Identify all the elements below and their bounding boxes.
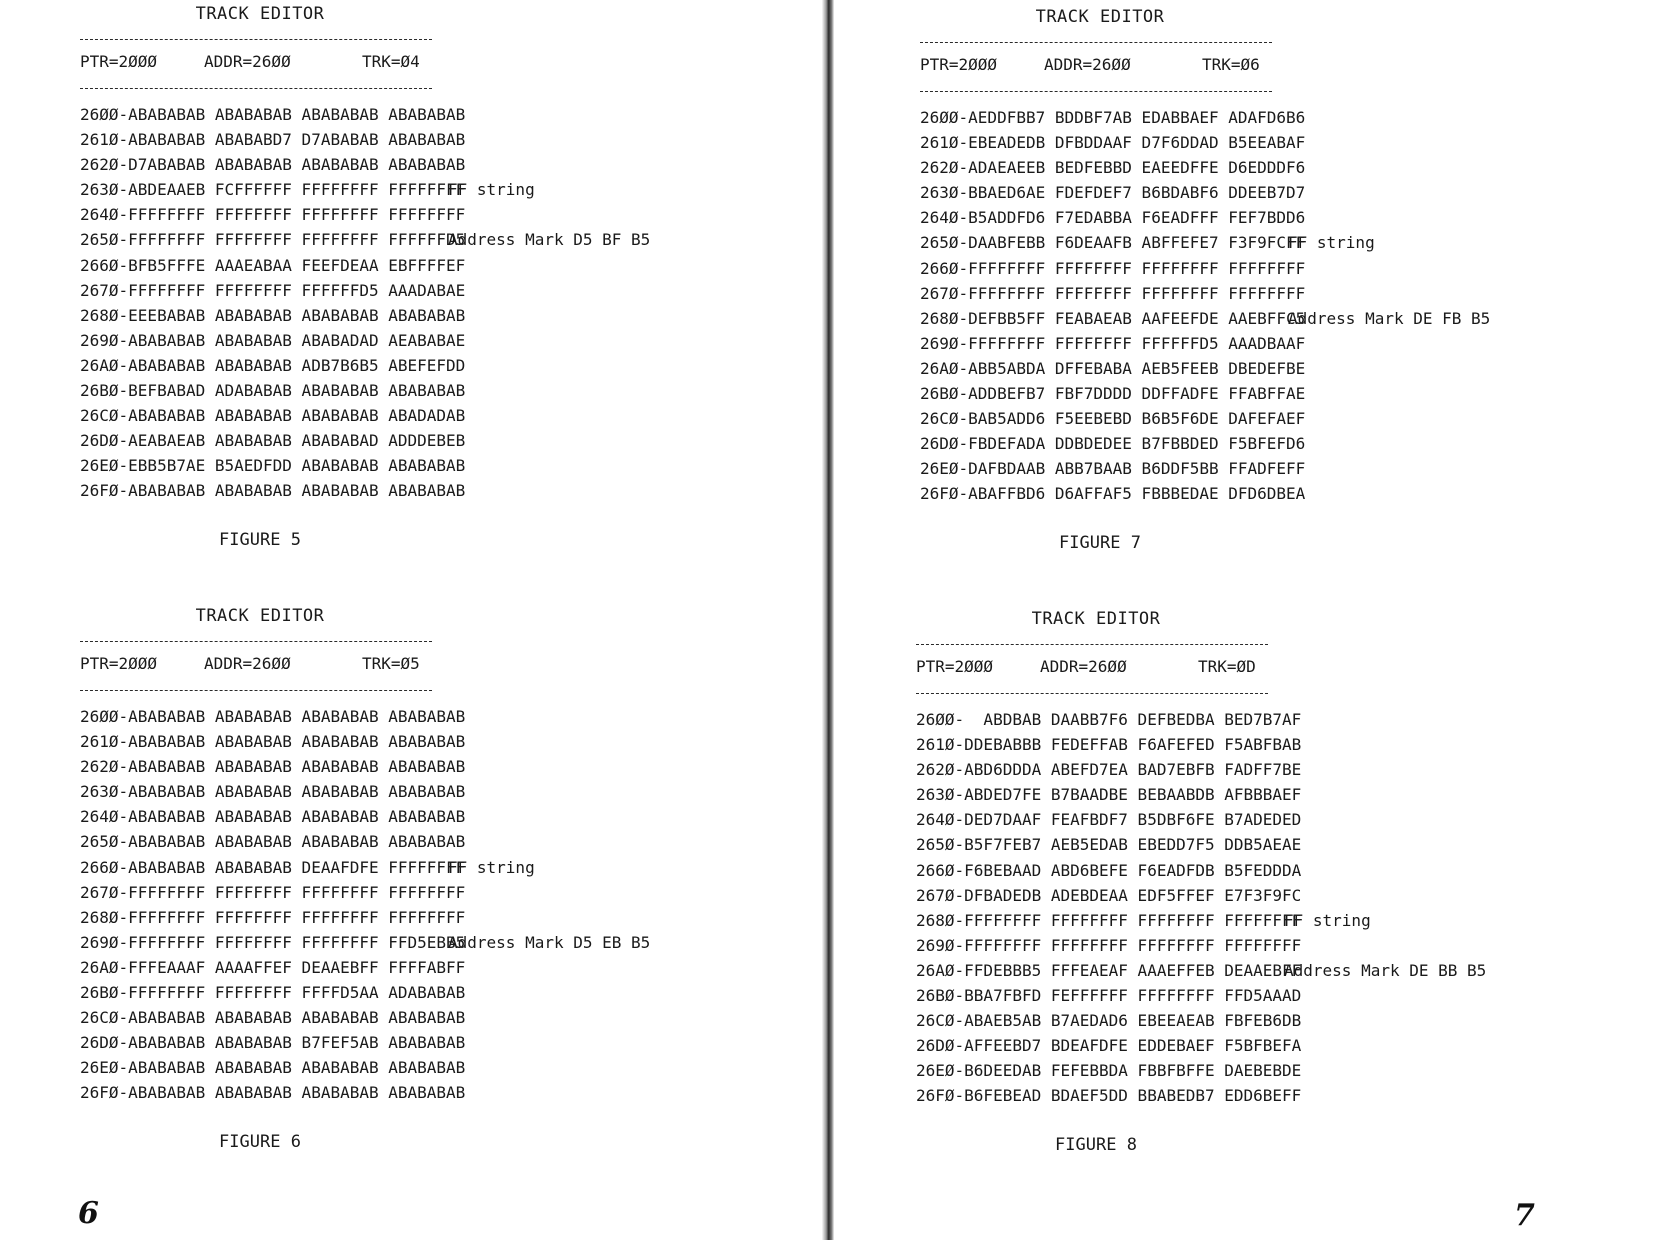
- hex-dump-row: [80, 177, 650, 202]
- hex-dump-row: [80, 905, 650, 930]
- hex-dump-row: [80, 328, 650, 353]
- hex-row-bytes: 267Ø-FFFFFFFF FFFFFFFF FFFFFFFF FFFFFFFF: [80, 882, 466, 902]
- hex-dump-row: [80, 729, 650, 754]
- hex-row-bytes: 267Ø-FFFFFFFF FFFFFFFF FFFFFFD5 AAADABAE: [80, 280, 466, 300]
- hex-dump-row: [80, 804, 650, 829]
- hex-row-bytes: 266Ø-F6BEBAAD ABD6BEFE F6EADFDB B5FEDDDA: [916, 860, 1302, 880]
- hex-dump-row: [80, 930, 650, 955]
- hex-dump-row: [916, 732, 1486, 757]
- hex-row-bytes: 26BØ-FFFFFFFF FFFFFFFF FFFFD5AA ADABABAB: [80, 983, 466, 1003]
- hex-row-bytes: 26BØ-BEFBABAD ADABABAB ABABABAB ABABABAB: [80, 381, 466, 401]
- hex-dump-row: [916, 782, 1486, 807]
- hex-dump-row: [80, 880, 650, 905]
- row-annotation: Address Mark DE BB B5: [1284, 960, 1487, 980]
- hex-row-bytes: 269Ø-ABABABAB ABABABAB ABABADAD AEABABAE: [80, 330, 466, 350]
- hex-dump-row: [916, 1008, 1486, 1033]
- hex-dump-row: [80, 980, 650, 1005]
- trk-value: TRK=Ø6: [1202, 55, 1260, 74]
- hex-dump-row: [80, 278, 650, 303]
- hex-dump-row: [80, 353, 650, 378]
- hex-dump-row: [80, 428, 650, 453]
- hex-row-bytes: 26DØ-ABABABAB ABABABAB B7FEF5AB ABABABAB: [80, 1033, 466, 1053]
- hex-row-bytes: 262Ø-ABD6DDDA ABEFD7EA BAD7EBFB FADFF7BE: [916, 760, 1302, 780]
- row-annotation: FF string: [448, 857, 535, 877]
- listing-title: TRACK EDITOR: [195, 4, 325, 24]
- hex-row-bytes: 268Ø-FFFFFFFF FFFFFFFF FFFFFFFF FFFFFFFF: [916, 910, 1302, 930]
- hex-row-bytes: 263Ø-BBAED6AE FDEFDEF7 B6BDABF6 DDEEB7D7: [920, 183, 1306, 203]
- hex-row-bytes: 267Ø-FFFFFFFF FFFFFFFF FFFFFFFF FFFFFFFF: [920, 283, 1306, 303]
- trk-value: TRK=Ø5: [362, 654, 420, 673]
- row-annotation: Address Mark D5 BF B5: [448, 230, 651, 250]
- hex-row-bytes: 26ØØ-AEDDFBB7 BDDBF7AB EDABBAEF ADAFD6B6: [920, 108, 1306, 127]
- hex-row-bytes: 266Ø-ABABABAB ABABABAB DEAAFDFE FFFFFFFF: [80, 857, 466, 877]
- hex-row-bytes: 264Ø-DED7DAAF FEAFBDF7 B5DBF6FE B7ADEDED: [916, 810, 1302, 830]
- hex-dump-row: [80, 253, 650, 278]
- hex-row-bytes: 26AØ-ABABABAB ABABABAB ADB7B6B5 ABEFEFDD: [80, 355, 466, 375]
- hex-row-bytes: 26FØ-B6FEBEAD BDAEF5DD BBABEDB7 EDD6BEFF: [916, 1086, 1302, 1106]
- hex-row-bytes: 261Ø-DDEBABBB FEDEFFAB F6AFEFED F5ABFBAB: [916, 735, 1302, 755]
- hex-row-bytes: 26AØ-FFFEAAAF AAAAFFEF DEAAEBFF FFFFABFF: [80, 957, 466, 977]
- hex-row-bytes: 26ØØ-ABABABAB ABABABAB ABABABAB ABABABAB: [80, 105, 466, 124]
- hex-dump-row: [916, 1058, 1486, 1083]
- hex-row-bytes: 26ØØ- ABDBAB DAABB7F6 DEFBEDBA BED7B7AF: [916, 710, 1302, 729]
- dashed-rule-top: [80, 641, 432, 642]
- hex-row-bytes: 262Ø-ABABABAB ABABABAB ABABABAB ABABABAB: [80, 757, 466, 777]
- hex-dump-row: [80, 955, 650, 980]
- hex-dump: [920, 105, 1490, 507]
- hex-dump-row: [916, 858, 1486, 883]
- addr-value: ADDR=26ØØ: [1044, 55, 1131, 74]
- hex-dump-row: [920, 381, 1490, 406]
- listing-title: TRACK EDITOR: [1031, 609, 1161, 629]
- page-number-left: 6: [78, 1196, 99, 1231]
- hex-dump-row: [80, 754, 650, 779]
- book-gutter: [822, 0, 834, 1240]
- addr-value: ADDR=26ØØ: [204, 654, 291, 673]
- right-page: [834, 0, 1668, 1240]
- hex-dump-row: [916, 933, 1486, 958]
- hex-row-bytes: 261Ø-EBEADEDB DFBDDAAF D7F6DDAD B5EEABAF: [920, 133, 1306, 153]
- hex-row-bytes: 268Ø-DEFBB5FF FEABAEAB AAFEEFDE AAEBFFC5: [920, 308, 1306, 328]
- addr-value: ADDR=26ØØ: [1040, 657, 1127, 676]
- hex-row-bytes: 26CØ-ABABABAB ABABABAB ABABABAB ABABABAB: [80, 1008, 466, 1028]
- hex-row-bytes: 26FØ-ABABABAB ABABABAB ABABABAB ABABABAB: [80, 481, 466, 501]
- hex-dump-row: [80, 779, 650, 804]
- hex-row-bytes: 26DØ-AFFEEBD7 BDEAFDFE EDDEBAEF F5BFBEFA: [916, 1036, 1302, 1056]
- hex-dump-row: [920, 130, 1490, 155]
- hex-dump-row: [920, 481, 1490, 506]
- ptr-value: PTR=2ØØØ: [916, 657, 994, 676]
- hex-dump-row: [80, 227, 650, 252]
- row-annotation: FF string: [448, 180, 535, 200]
- left-page: [0, 0, 822, 1240]
- hex-row-bytes: 263Ø-ABDEAAEB FCFFFFFF FFFFFFFF FFFFFFFF: [80, 180, 466, 200]
- hex-dump-row: [916, 1083, 1486, 1108]
- hex-dump-row: [80, 403, 650, 428]
- hex-dump-row: [916, 807, 1486, 832]
- hex-dump: [80, 102, 650, 504]
- hex-dump-row: [80, 1030, 650, 1055]
- dashed-rule-bottom: [80, 88, 432, 89]
- hex-row-bytes: 265Ø-B5F7FEB7 AEB5EDAB EBEDD7F5 DDB5AEAE: [916, 835, 1302, 855]
- hex-dump-row: [80, 704, 650, 729]
- dashed-rule-top: [80, 39, 432, 40]
- hex-dump-row: [80, 127, 650, 152]
- dashed-rule-top: [916, 644, 1268, 645]
- hex-dump-row: [80, 202, 650, 227]
- hex-row-bytes: 26BØ-ADDBEFB7 FBF7DDDD DDFFADFE FFABFFAE: [920, 384, 1306, 404]
- hex-dump-row: [80, 152, 650, 177]
- hex-row-bytes: 266Ø-BFB5FFFE AAAEABAA FEEFDEAA EBFFFFEF: [80, 255, 466, 275]
- hex-row-bytes: 26FØ-ABABABAB ABABABAB ABABABAB ABABABAB: [80, 1083, 466, 1103]
- hex-dump-row: [916, 707, 1486, 732]
- hex-row-bytes: 268Ø-EEEBABAB ABABABAB ABABABAB ABABABAB: [80, 305, 466, 325]
- hex-dump-row: [916, 832, 1486, 857]
- hex-dump-row: [920, 155, 1490, 180]
- dashed-rule-bottom: [920, 91, 1272, 92]
- hex-row-bytes: 26DØ-FBDEFADA DDBDEDEE B7FBBDED F5BFEFD6: [920, 434, 1306, 454]
- ptr-value: PTR=2ØØØ: [920, 55, 998, 74]
- hex-dump-row: [916, 1033, 1486, 1058]
- figure-caption: FIGURE 6: [219, 1132, 301, 1152]
- hex-row-bytes: 268Ø-FFFFFFFF FFFFFFFF FFFFFFFF FFFFFFFF: [80, 907, 466, 927]
- ptr-value: PTR=2ØØØ: [80, 52, 158, 71]
- hex-row-bytes: 267Ø-DFBADEDB ADEBDEAA EDF5FFEF E7F3F9FC: [916, 885, 1302, 905]
- hex-row-bytes: 269Ø-FFFFFFFF FFFFFFFF FFFFFFD5 AAADBAAF: [920, 333, 1306, 353]
- hex-row-bytes: 26BØ-BBA7FBFD FEFFFFFF FFFFFFFF FFD5AAAD: [916, 986, 1302, 1006]
- hex-dump-row: [80, 478, 650, 503]
- trk-value: TRK=Ø4: [362, 52, 420, 71]
- listing-title: TRACK EDITOR: [1035, 7, 1165, 27]
- hex-dump-row: [920, 431, 1490, 456]
- hex-row-bytes: 262Ø-D7ABABAB ABABABAB ABABABAB ABABABAB: [80, 155, 466, 175]
- hex-row-bytes: 261Ø-ABABABAB ABABABAB ABABABAB ABABABAB: [80, 732, 466, 752]
- hex-row-bytes: 263Ø-ABDED7FE B7BAADBE BEBAABDB AFBBBAEF: [916, 785, 1302, 805]
- ptr-value: PTR=2ØØØ: [80, 654, 158, 673]
- hex-dump-row: [80, 1080, 650, 1105]
- hex-dump-row: [80, 1005, 650, 1030]
- dashed-rule-top: [920, 42, 1272, 43]
- hex-row-bytes: 266Ø-FFFFFFFF FFFFFFFF FFFFFFFF FFFFFFFF: [920, 258, 1306, 278]
- hex-row-bytes: 26ØØ-ABABABAB ABABABAB ABABABAB ABABABAB: [80, 707, 466, 726]
- hex-dump: [80, 704, 650, 1106]
- hex-dump-row: [920, 205, 1490, 230]
- hex-dump-row: [80, 829, 650, 854]
- hex-row-bytes: 26CØ-ABABABAB ABABABAB ABABABAB ABADADAB: [80, 406, 466, 426]
- hex-dump-row: [916, 757, 1486, 782]
- hex-dump-row: [920, 105, 1490, 130]
- hex-row-bytes: 265Ø-DAABFEBB F6DEAAFB ABFFEFE7 F3F9FCFF: [920, 233, 1306, 253]
- hex-dump: [916, 707, 1486, 1109]
- figure-caption: FIGURE 5: [219, 530, 301, 550]
- row-annotation: FF string: [1288, 233, 1375, 253]
- listing-title: TRACK EDITOR: [195, 606, 325, 626]
- hex-row-bytes: 26EØ-B6DEEDAB FEFEBBDA FBBFBFFE DAEBEBDE: [916, 1061, 1302, 1081]
- hex-row-bytes: 26AØ-FFDEBBB5 FFFEAEAF AAAEFFEB DEAAEBFF: [916, 960, 1302, 980]
- hex-dump-row: [80, 855, 650, 880]
- hex-row-bytes: 262Ø-ADAEAEEB BEDFEBBD EAEEDFFE D6EDDDF6: [920, 158, 1306, 178]
- hex-dump-row: [920, 180, 1490, 205]
- row-annotation: FF string: [1284, 910, 1371, 930]
- hex-dump-row: [916, 908, 1486, 933]
- hex-row-bytes: 264Ø-ABABABAB ABABABAB ABABABAB ABABABAB: [80, 807, 466, 827]
- hex-row-bytes: 26EØ-EBB5B7AE B5AEDFDD ABABABAB ABABABAB: [80, 456, 466, 476]
- dashed-rule-bottom: [916, 693, 1268, 694]
- row-annotation: Address Mark DE FB B5: [1288, 308, 1491, 328]
- page-number-right: 7: [1514, 1198, 1535, 1233]
- figure-caption: FIGURE 7: [1059, 533, 1141, 553]
- hex-row-bytes: 264Ø-FFFFFFFF FFFFFFFF FFFFFFFF FFFFFFFF: [80, 205, 466, 225]
- row-annotation: Address Mark D5 EB B5: [448, 932, 651, 952]
- hex-dump-row: [920, 281, 1490, 306]
- figure-caption: FIGURE 8: [1055, 1135, 1137, 1155]
- hex-dump-row: [916, 958, 1486, 983]
- hex-row-bytes: 26FØ-ABAFFBD6 D6AFFAF5 FBBBEDAE DFD6DBEA: [920, 484, 1306, 504]
- hex-dump-row: [80, 102, 650, 127]
- hex-dump-row: [916, 883, 1486, 908]
- hex-row-bytes: 26CØ-ABAEB5AB B7AEDAD6 EBEEAEAB FBFEB6DB: [916, 1011, 1302, 1031]
- hex-row-bytes: 26AØ-ABB5ABDA DFFEBABA AEB5FEEB DBEDEFBE: [920, 358, 1306, 378]
- hex-row-bytes: 261Ø-ABABABAB ABABABD7 D7ABABAB ABABABAB: [80, 130, 466, 150]
- hex-row-bytes: 26EØ-DAFBDAAB ABB7BAAB B6DDF5BB FFADFEFF: [920, 459, 1306, 479]
- hex-row-bytes: 26DØ-AEABAEAB ABABABAB ABABABAD ADDDEBEB: [80, 431, 466, 451]
- hex-dump-row: [920, 256, 1490, 281]
- addr-value: ADDR=26ØØ: [204, 52, 291, 71]
- hex-row-bytes: 269Ø-FFFFFFFF FFFFFFFF FFFFFFFF FFD5EBB5: [80, 932, 466, 952]
- hex-row-bytes: 26EØ-ABABABAB ABABABAB ABABABAB ABABABAB: [80, 1058, 466, 1078]
- hex-dump-row: [80, 303, 650, 328]
- hex-dump-row: [920, 331, 1490, 356]
- hex-row-bytes: 265Ø-ABABABAB ABABABAB ABABABAB ABABABAB: [80, 832, 466, 852]
- hex-dump-row: [920, 230, 1490, 255]
- hex-dump-row: [80, 1055, 650, 1080]
- hex-row-bytes: 269Ø-FFFFFFFF FFFFFFFF FFFFFFFF FFFFFFFF: [916, 935, 1302, 955]
- hex-dump-row: [80, 453, 650, 478]
- hex-dump-row: [920, 406, 1490, 431]
- hex-dump-row: [920, 456, 1490, 481]
- hex-row-bytes: 26CØ-BAB5ADD6 F5EEBEBD B6B5F6DE DAFEFAEF: [920, 409, 1306, 429]
- hex-row-bytes: 264Ø-B5ADDFD6 F7EDABBA F6EADFFF FEF7BDD6: [920, 208, 1306, 228]
- dashed-rule-bottom: [80, 690, 432, 691]
- hex-dump-row: [920, 306, 1490, 331]
- hex-row-bytes: 263Ø-ABABABAB ABABABAB ABABABAB ABABABAB: [80, 782, 466, 802]
- trk-value: TRK=ØD: [1198, 657, 1256, 676]
- hex-row-bytes: 265Ø-FFFFFFFF FFFFFFFF FFFFFFFF FFFFFFD5: [80, 230, 466, 250]
- hex-dump-row: [80, 378, 650, 403]
- hex-dump-row: [916, 983, 1486, 1008]
- hex-dump-row: [920, 356, 1490, 381]
